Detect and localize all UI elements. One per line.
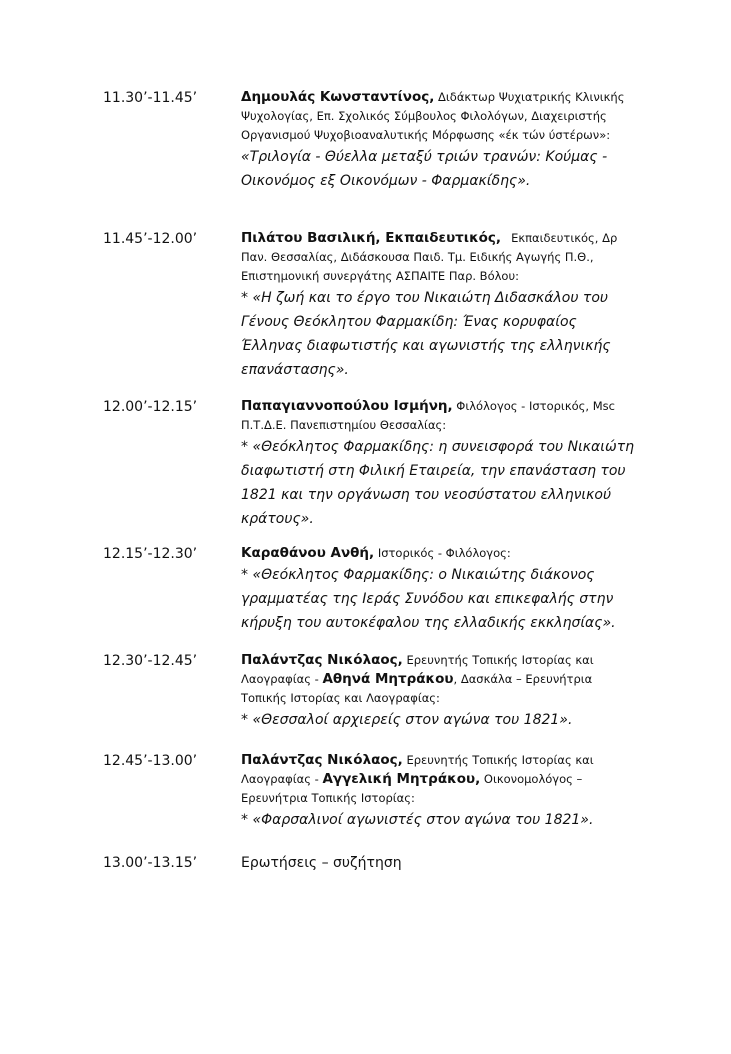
speaker-name: Παλάντζας Νικόλαος, [241, 752, 403, 768]
speaker-name: Παπαγιαννοπούλου Ισμήνη, [241, 398, 453, 414]
entry-content [241, 229, 641, 382]
speaker-info [241, 229, 641, 286]
speaker-info [241, 397, 641, 435]
second-speaker-name: Αγγελική Μητράκου, [322, 771, 481, 787]
entry-content [241, 88, 641, 193]
speaker-description: Εκπαιδευτικός, Δρ Παν. Θεσσαλίας, Διδάσκουσα Παιδ. Τμ. Ειδικής Αγωγής Π.Θ., Επιστημονική συνεργάτης ΑΣΠΑΙΤΕ Παρ. Βόλου: [241, 231, 618, 283]
speaker-description: Διδάκτωρ Ψυχιατρικής Κλινικής Ψυχολογίας, Επ. Σχολικός Σύμβουλος Φιλολόγων, Διαχειριστής Οργανισμού Ψυχοβιοαναλυτικής Μόρφωσης «έκ τών ύστέρων»: [241, 90, 625, 142]
entry-content [241, 651, 641, 732]
speaker-name: Πιλάτου Βασιλική, Εκπαιδευτικός, [241, 230, 502, 246]
entry-time: 13.00’-13.15’ [103, 855, 198, 871]
speaker-name: Δημουλάς Κωνσταντίνος, [241, 89, 435, 105]
entry-time: 12.45’-13.00’ [103, 753, 198, 769]
entry-time: 11.30’-11.45’ [103, 90, 198, 106]
speaker-description: Ιστορικός - Φιλόλογος: [374, 546, 511, 560]
second-speaker-name: Αθηνά Μητράκου [322, 671, 454, 687]
entry-content [241, 397, 641, 531]
speaker-description: Ερευνητής Τοπικής Ιστορίας και Λαογραφίας - [241, 653, 594, 686]
speaker-description: Φιλόλογος - Ιστορικός, Msc Π.Τ.Δ.Ε. Πανεπιστημίου Θεσσαλίας: [241, 399, 615, 432]
speaker-info [241, 544, 641, 563]
second-speaker-description: , Δασκάλα – Ερευνήτρια Τοπικής Ιστορίας και Λαογραφίας: [241, 672, 593, 705]
entry-content [241, 544, 641, 635]
entry-time: 12.30’-12.45’ [103, 653, 198, 669]
speaker-name: Καραθάνου Ανθή, [241, 545, 375, 561]
speaker-description: Ερευνητής Τοπικής Ιστορίας και Λαογραφίας - [241, 753, 594, 786]
talk-title: * «Η ζωή και το έργο του Νικαιώτη Διδασκάλου του Γένους Θεόκλητου Φαρμακίδη: Ένας κορυφαίος Έλληνας διαφωτιστής και αγωνιστής της ελληνικής επανάστασης». [241, 290, 611, 378]
talk-title: * «Φαρσαλινοί αγωνιστές στον αγώνα του 1821». [241, 812, 594, 828]
speaker-info [241, 651, 641, 708]
talk-title: * «Θεόκλητος Φαρμακίδης: ο Νικαιώτης διάκονος γραμματέας της Ιεράς Συνόδου και επικεφαλής στην κήρυξη του αυτοκέφαλου της ελλαδικής εκκλησίας». [241, 567, 616, 631]
talk-title: * «Θεσσαλοί αρχιερείς στον αγώνα του 1821». [241, 712, 573, 728]
talk-title: * «Θεόκλητος Φαρμακίδης: η συνεισφορά του Νικαιώτη διαφωτιστή στη Φιλική Εταιρεία, την επανάσταση του 1821 και την οργάνωση του νεοσύστατου ελληνικού κράτους». [241, 439, 635, 527]
talk-title: «Τριλογία - Θύελλα μεταξύ τριών τρανών: Κούμας - Οικονόμος εξ Οικονόμων - Φαρμακίδης». [241, 149, 608, 189]
speaker-info [241, 751, 641, 808]
discussion-label: Ερωτήσεις – συζήτηση [241, 855, 402, 871]
entry-content [241, 751, 641, 832]
speaker-info [241, 88, 641, 145]
entry-time: 12.00’-12.15’ [103, 399, 198, 415]
entry-time: 11.45’-12.00’ [103, 231, 198, 247]
entry-time: 12.15’-12.30’ [103, 546, 198, 562]
second-speaker-description: Οικονομολόγος – Ερευνήτρια Τοπικής Ιστορίας: [241, 772, 583, 805]
entry-content [241, 853, 641, 874]
speaker-name: Παλάντζας Νικόλαος, [241, 652, 403, 668]
